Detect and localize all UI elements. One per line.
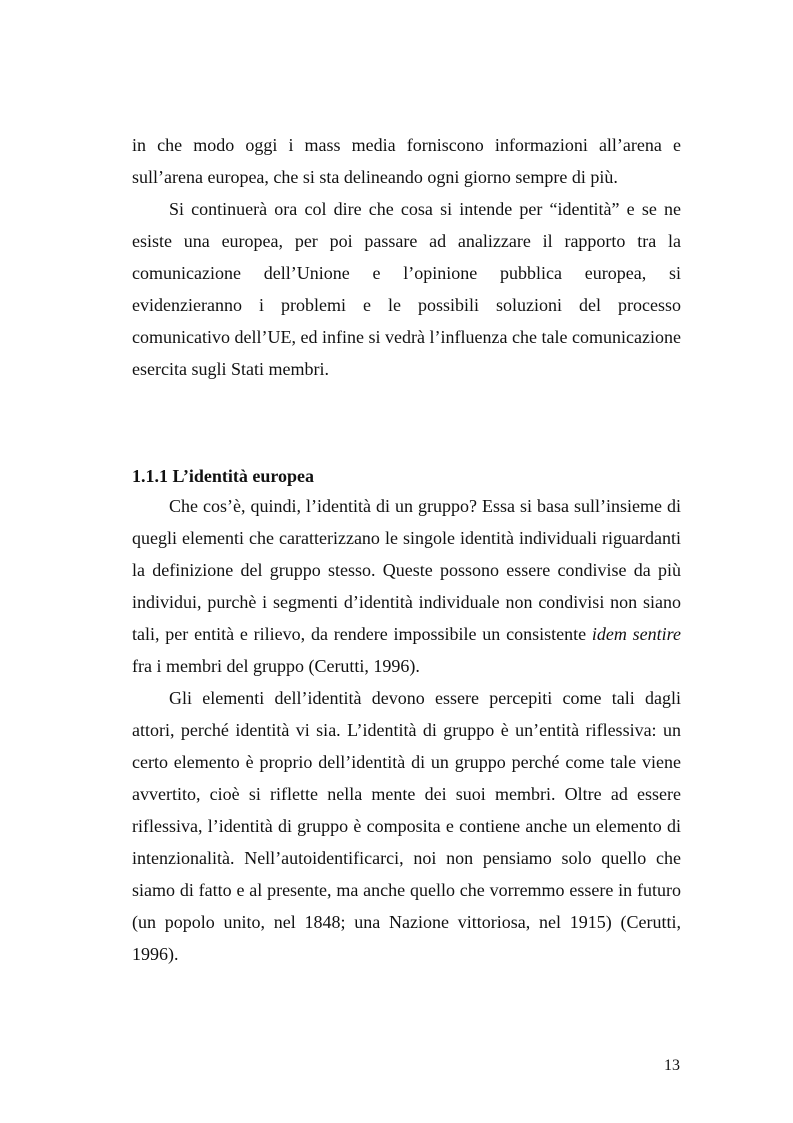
intro-text bbox=[132, 129, 681, 385]
latin-phrase: idem sentire bbox=[591, 624, 681, 644]
page-number: 13 bbox=[664, 1057, 680, 1074]
section-paragraph-1-end: fra i membri del gruppo (Cerutti, 1996). bbox=[132, 656, 420, 676]
section-paragraph-1 bbox=[132, 490, 681, 682]
intro-paragraph-2: Si continuerà ora col dire che cosa si intende per “identità” e se ne esiste una europea, per poi passare ad analizzare il rapporto tra la comunicazione dell’Unione e l’opinione pubblica europea, si evidenzieranno i problemi e le possibili soluzioni del processo comunicativo dell’UE, ed infine si vedrà l’influenza che tale comunicazione esercita sugli Stati membri. bbox=[132, 199, 681, 379]
section-paragraph-2: Gli elementi dell’identità devono essere percepiti come tali dagli attori, perché identità vi sia. L’identità di gruppo è un’entità riflessiva: un certo elemento è proprio dell’identità di un gruppo perché come tale viene avvertito, cioè si riflette nella mente dei suoi membri. Oltre ad essere riflessiva, l’identità di gruppo è composita e contiene anche un elemento di intenzionalità. Nell’autoidentificarci, noi non pensiamo solo quello che siamo di fatto e al presente, ma anche quello che vorremmo essere in futuro (un popolo unito, nel 1848; una Nazione vittoriosa, nel 1915) (Cerutti, 1996). bbox=[132, 688, 681, 964]
intro-paragraph-1: in che modo oggi i mass media forniscono informazioni all’arena e sull’arena europea, che si sta delineando ogni giorno sempre di più. bbox=[132, 135, 681, 187]
section-heading: 1.1.1 L’identità europea bbox=[132, 466, 315, 486]
section-paragraph-1-start: Che cos’è, quindi, l’identità di un gruppo? Essa si basa sull’insieme di quegli elementi che caratterizzano le singole identità individuali riguardanti la definizione del gruppo stesso. Queste possono essere condivise da più individui, purchè i segmenti d’identità individuale non condivisi non siano tali, per entità e rilievo, da rendere impossibile un consistente bbox=[132, 496, 681, 644]
section-body bbox=[132, 490, 681, 970]
